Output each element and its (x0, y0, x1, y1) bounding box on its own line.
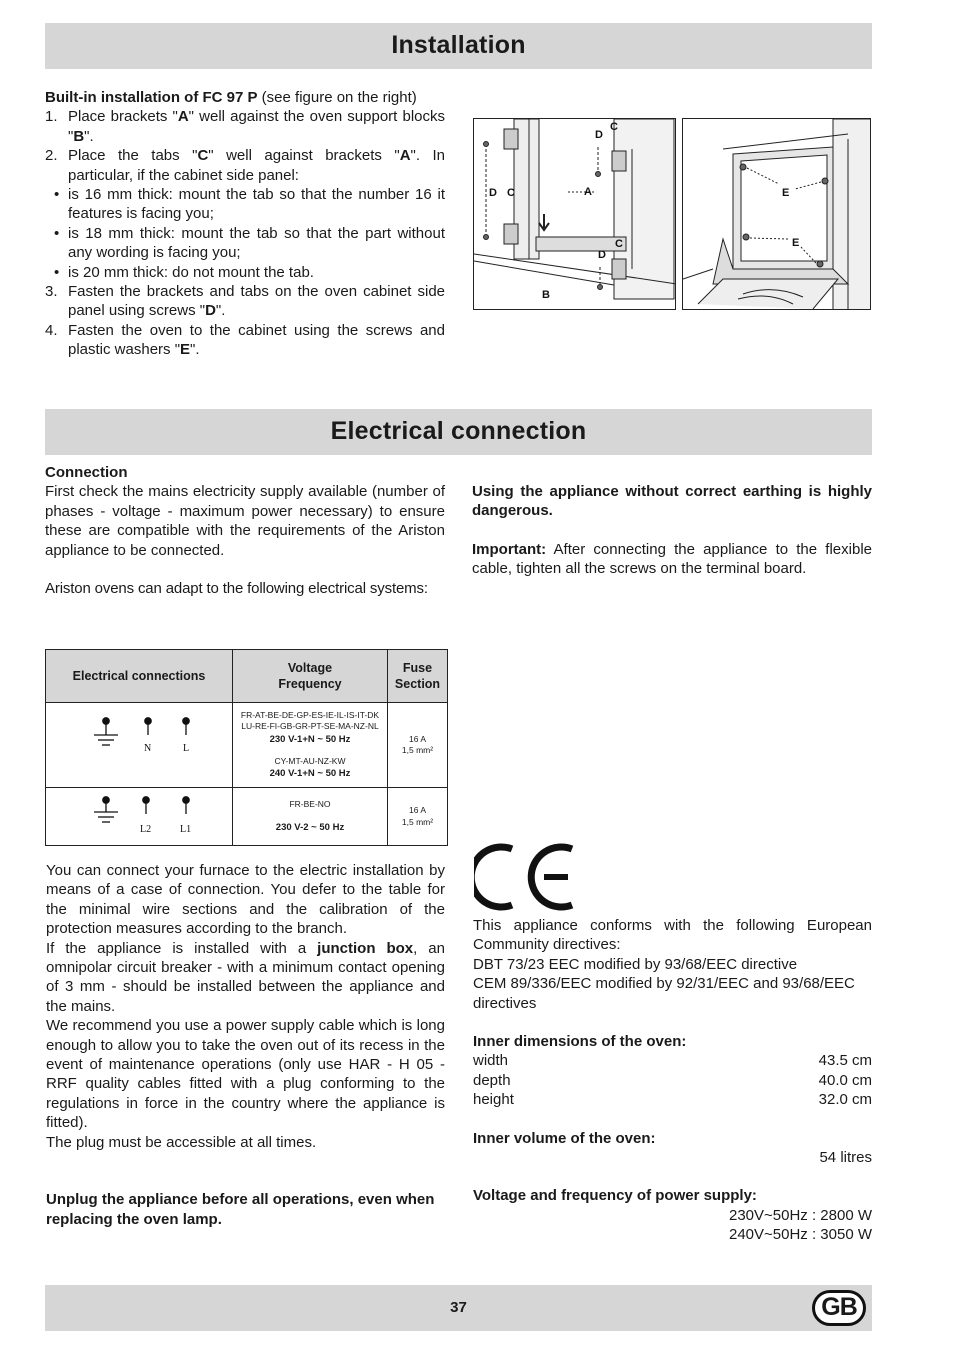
bracket-installation-figure (473, 118, 676, 310)
step-text: ". (190, 341, 200, 359)
connection-box-paragraph: You can connect your furnace to the electric installation by means of a case of connection. You defer to the table for the minimal wire sections and the calibration of the protection measures according to the branch. (46, 862, 445, 938)
figure-label-a: A (584, 186, 592, 198)
inner-volume-heading: Inner volume of the oven: (473, 1129, 656, 1147)
table-row-single-phase (46, 703, 448, 788)
wiring-diagram-two-phase (46, 788, 233, 845)
earthing-warning-section (472, 482, 872, 579)
step-number: 1. (45, 108, 58, 126)
header-voltage-line1: Voltage (287, 661, 333, 675)
electrical-systems-intro: Ariston ovens can adapt to the following electrical systems: (45, 580, 428, 598)
figure-label-b: B (542, 289, 550, 301)
country-list: FR-AT-BE-DE-GP-ES-IE-IL-IS-IT-DK (240, 709, 380, 720)
figure-label-d: D (595, 129, 603, 141)
step-letter-d: D (205, 302, 216, 320)
wiring-diagram-single-phase (46, 703, 233, 788)
dimension-value: 32.0 cm (818, 1091, 872, 1109)
header-voltage-line2: Frequency (278, 677, 342, 691)
step-text: ". In particular, if the cabinet side panel: (68, 147, 446, 184)
terminal-label-l2: L2 (140, 824, 152, 836)
step-2 (45, 146, 445, 185)
language-badge: GB (812, 1290, 866, 1326)
fuse-value: 16 A (408, 733, 427, 744)
step-text: Place brackets " (68, 108, 178, 126)
installation-title: Installation (391, 31, 526, 60)
step-letter-e: E (180, 341, 191, 359)
header-connections: Electrical connections (46, 650, 233, 703)
header-fuse-line2: Section (394, 677, 441, 691)
terminal-label-l: L (183, 743, 190, 754)
step-number: 3. (45, 283, 58, 301)
installation-heading-rest: (see figure on the right) (257, 89, 417, 106)
bullet-18mm (45, 224, 445, 263)
figure-label-e: E (782, 187, 790, 199)
step-letter-a: A (399, 147, 411, 165)
step-number: 2. (45, 147, 58, 165)
dimension-label: depth (473, 1071, 511, 1089)
connection-paragraph: First check the mains electricity supply available (number of phases - voltage - maximum power necessary) to ensure these are compatible with the requirements of the Ariston appliance to be connected. (45, 483, 445, 559)
country-list: CY-MT-AU-NZ-KW (274, 755, 346, 766)
step-text: Fasten the brackets and tabs on the oven cabinet side panel using screws " (68, 283, 445, 320)
installation-notes (46, 861, 445, 1229)
voltage-value: 230 V-2 ~ 50 Hz (275, 821, 345, 833)
figure-label-c: C (610, 121, 618, 133)
voltage-value: 230 V-1+N ~ 50 Hz (269, 733, 351, 745)
bullet-dot: • (54, 224, 60, 242)
step-1 (45, 107, 445, 146)
power-supply-heading: Voltage and frequency of power supply: (473, 1187, 757, 1205)
important-label: Important: (472, 540, 547, 558)
fuse-cell-single-phase (388, 703, 448, 788)
unplug-warning: Unplug the appliance before all operations, even when replacing the oven lamp. (46, 1191, 435, 1228)
figure-label-e: E (792, 237, 800, 249)
terminal-label-n: N (144, 743, 152, 754)
installation-heading (45, 88, 445, 107)
figure-label-d: D (598, 249, 606, 261)
power-value-240v: 240V~50Hz : 3050 W (728, 1226, 872, 1244)
terminal-symbol-icon (46, 703, 232, 781)
installation-heading-bold: Built-in installation of FC 97 P (45, 89, 258, 106)
dimension-row-height (473, 1090, 872, 1109)
dimension-label: height (473, 1091, 514, 1109)
header-voltage (233, 650, 388, 703)
inner-dimensions-heading: Inner dimensions of the oven: (473, 1033, 687, 1051)
figure-label-c: C (507, 187, 515, 199)
junction-text: , an omnipolar circuit breaker - with a minimum contact opening of 3 mm - should be installed between the appliance and the mains. (46, 939, 445, 1015)
power-cable-paragraph: We recommend you use a power supply cable which is long enough to allow you to take the oven out of its recess in the event of maintenance operations (only use HAR - H 05 - RRF quality cables fitted with a plug conforming to the regulations in force in the country where the appliance is fitted). (46, 1017, 445, 1132)
ce-mark-icon (474, 843, 578, 911)
step-text: Fasten the oven to the cabinet using the screws and plastic washers " (68, 321, 445, 359)
electrical-title: Electrical connection (330, 417, 587, 446)
ce-mark-logo (474, 843, 578, 911)
junction-text: If the appliance is installed with a (46, 939, 318, 957)
footer-band (45, 1285, 872, 1331)
figure-label-c: C (615, 238, 623, 250)
dimension-value: 40.0 cm (818, 1071, 872, 1089)
page-number: 37 (450, 1299, 467, 1317)
figure-label-d: D (489, 187, 497, 199)
installation-title-band (45, 23, 872, 69)
dimension-row-width (473, 1051, 872, 1070)
terminal-symbol-icon (46, 788, 232, 838)
step-letter-c: C (197, 147, 209, 165)
step-letter-a: A (177, 108, 189, 126)
dimension-label: width (473, 1052, 509, 1070)
bullet-20mm (45, 263, 445, 282)
step-number: 4. (45, 321, 58, 339)
step-letter-b: B (73, 127, 85, 145)
installation-steps (45, 107, 445, 359)
conformity-directive-cem: CEM 89/336/EEC modified by 92/31/EEC and 93/68/EEC directives (473, 975, 855, 1012)
dimension-row-depth (473, 1071, 872, 1090)
step-text: " well against brackets " (208, 147, 400, 165)
conformity-directive-dbt: DBT 73/23 EEC modified by 93/68/EEC directive (473, 955, 798, 973)
bracket-diagram (474, 119, 676, 310)
electrical-connections-table (45, 649, 448, 846)
section-value: 1,5 mm² (401, 745, 434, 756)
connection-heading: Connection (45, 464, 128, 481)
power-value-230v: 230V~50Hz : 2800 W (728, 1206, 872, 1224)
table-row-two-phase (46, 788, 448, 845)
bullet-dot: • (54, 263, 60, 281)
step-text: ". (215, 302, 226, 320)
step-4 (45, 321, 445, 360)
plug-access-paragraph: The plug must be accessible at all times. (46, 1133, 317, 1151)
important-note (472, 540, 872, 579)
conformity-intro: This appliance conforms with the following European Community directives: (473, 917, 872, 954)
installation-instructions (45, 88, 445, 360)
country-list: FR-BE-NO (289, 799, 331, 810)
junction-box-term: junction box (317, 939, 414, 957)
header-fuse (388, 650, 448, 703)
country-list: LU-RE-FI-GB-GR-PT-SE-MA-NZ-NL (241, 721, 379, 732)
bullet-16mm (45, 185, 445, 224)
electrical-title-band (45, 409, 872, 455)
bullet-text: is 20 mm thick: do not mount the tab. (68, 263, 314, 281)
oven-fixing-figure (682, 118, 871, 310)
fuse-value: 16 A (408, 805, 427, 816)
step-3 (45, 282, 445, 321)
voltage-cell-single-phase (233, 703, 388, 788)
terminal-label-l1: L1 (180, 824, 192, 836)
earthing-warning: Using the appliance without correct earthing is highly dangerous. (472, 483, 872, 520)
bullet-text: is 16 mm thick: mount the tab so that the number 16 it features is facing you; (68, 186, 445, 223)
voltage-cell-two-phase (233, 788, 388, 845)
section-value: 1,5 mm² (401, 816, 434, 827)
bullet-text: is 18 mm thick: mount the tab so that the part without any wording is facing you; (68, 224, 445, 262)
inner-volume-value: 54 litres (819, 1149, 872, 1167)
fuse-cell-two-phase (388, 788, 448, 845)
voltage-value: 240 V-1+N ~ 50 Hz (269, 768, 351, 780)
important-text: After connecting the appliance to the flexible cable, tighten all the screws on the terminal board. (472, 540, 872, 578)
junction-box-paragraph (46, 939, 445, 1017)
connection-section (45, 463, 445, 598)
table-header-row (46, 650, 448, 703)
step-text: ". (84, 127, 94, 145)
dimension-value: 43.5 cm (818, 1052, 872, 1070)
oven-diagram (683, 119, 871, 310)
conformity-section (473, 916, 872, 1245)
bullet-dot: • (54, 186, 60, 204)
step-text: Place the tabs " (68, 147, 198, 165)
step-text: " well against the oven support blocks " (68, 108, 445, 145)
header-fuse-line1: Fuse (402, 661, 433, 675)
